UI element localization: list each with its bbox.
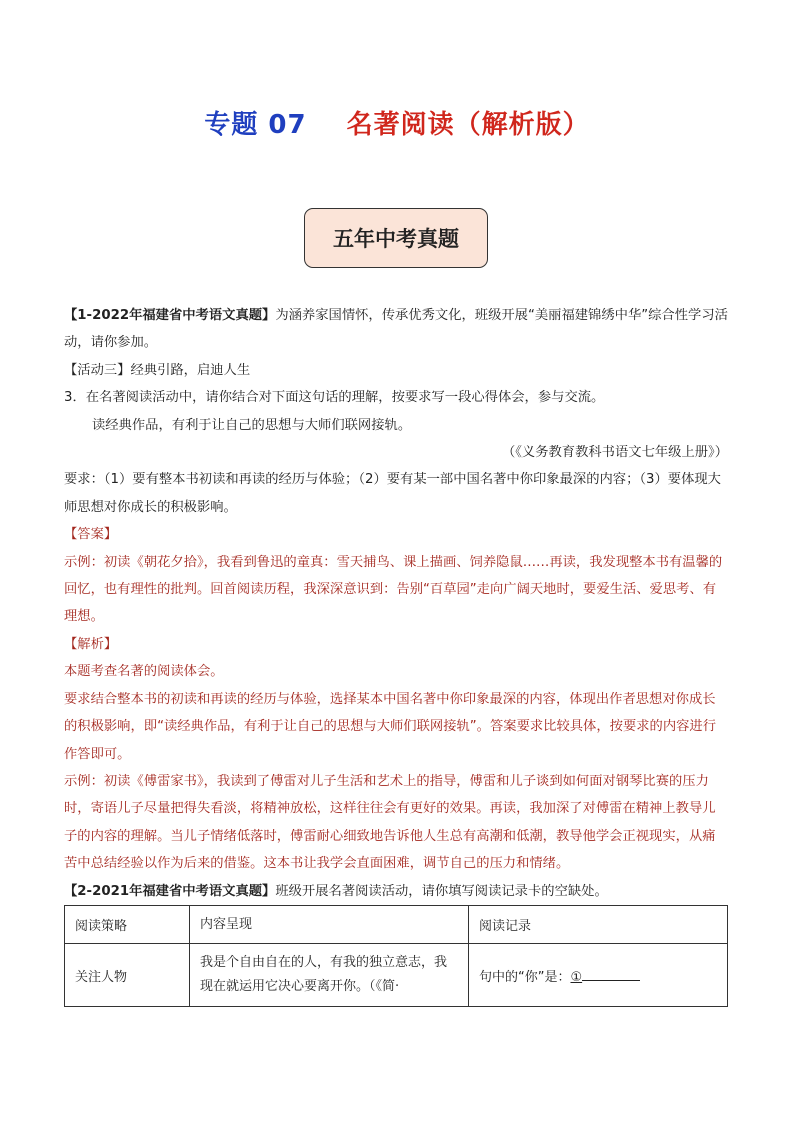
analysis-line-1: 本题考查名著的阅读体会。 [64, 664, 224, 680]
q1-quote: 读经典作品，有利于让自己的思想与大师们联网接轨。 [92, 417, 412, 433]
table-header-content: 内容呈现 [190, 906, 469, 944]
row-strategy: 关注人物 [65, 944, 190, 1007]
section-label: 五年中考真题 [333, 226, 459, 251]
reading-record-table [64, 905, 728, 1007]
row-record-prefix: 句中的“你”是： [479, 969, 571, 985]
table-row [65, 944, 728, 1007]
title-edition: （解析版） [454, 110, 590, 140]
title-topic-name: 名著阅读 [346, 110, 455, 140]
q2-intro: 班级开展名著阅读活动，请你填写阅读记录卡的空缺处。 [275, 883, 608, 899]
q1-intro-paragraph [64, 302, 728, 357]
answer-text: 示例：初读《朝花夕拾》，我看到鲁迅的童真：雪天捕鸟、课上描画、饲养隐鼠……再读，我发现整本书有温馨的回忆，也有理性的批判。回首阅读历程，我深深意识到：告别“百草园”走向广阔天地时，要爱生活、爱思考、有理想。 [64, 554, 723, 625]
q1-question: 3．在名著阅读活动中，请你结合对下面这句话的理解，按要求写一段心得体会，参与交流。 [64, 390, 605, 406]
analysis-example: 示例：初读《傅雷家书》，我读到了傅雷对儿子生活和艺术上的指导，傅雷和儿子谈到如何面对钢琴比赛的压力时，寄语儿子尽量把得失看淡，将精神放松，这样往往会有更好的效果。再读，我加深了对傅雷在精神上教导儿子的内容的理解。当儿子情绪低落时，傅雷耐心细致地告诉他人生总有高潮和低潮，教导他学会正视现实，从痛苦中总结经验以作为后来的借鉴。这本书让我学会直面困难，调节自己的压力和情绪。 [64, 773, 716, 872]
question-1 [64, 302, 728, 905]
q2-intro-paragraph [64, 878, 728, 905]
row-record-cell [469, 944, 728, 1007]
q1-intro: 为涵养家国情怀，传承优秀文化，班级开展“美丽福建锦绣中华”综合性学习活动，请你参加。 [64, 308, 728, 351]
analysis-line-2: 要求结合整本书的初读和再读的经历与体验，选择某本中国名著中你印象最深的内容，体现出作者思想对你成长的积极影响，即“读经典作品，有利于让自己的思想与大师们联网接轨”。答案要求比较具体，按要求的内容进行作答即可。 [64, 691, 717, 762]
title-topic-number: 专题 07 [204, 110, 307, 140]
q1-quote-source: （《义务教育教科书语文七年级上册》） [501, 445, 728, 461]
table-header-record: 阅读记录 [469, 906, 728, 944]
q1-source-tag: 【1-2022年福建省中考语文真题】 [64, 308, 276, 323]
page-title [0, 104, 794, 141]
table-header-strategy: 阅读策略 [65, 906, 190, 944]
analysis-label: 【解析】 [64, 636, 118, 652]
q1-activity: 【活动三】经典引路，启迪人生 [64, 362, 251, 378]
answer-blank[interactable] [582, 966, 640, 981]
table-header-row [65, 906, 728, 944]
q2-source-tag: 【2-2021年福建省中考语文真题】 [64, 883, 276, 899]
row-content: 我是个自由自在的人，有我的独立意志，我现在就运用它决心要离开你。（《简· [190, 944, 469, 1007]
q1-requirement: 要求：（1）要有整本书初读和再读的经历与体验；（2）要有某一部中国名著中你印象最深的内容；（3）要体现大师思想对你成长的积极影响。 [64, 472, 721, 515]
section-label-box [304, 208, 488, 268]
answer-label: 【答案】 [64, 527, 118, 543]
row-record-mark: ① [570, 969, 583, 985]
